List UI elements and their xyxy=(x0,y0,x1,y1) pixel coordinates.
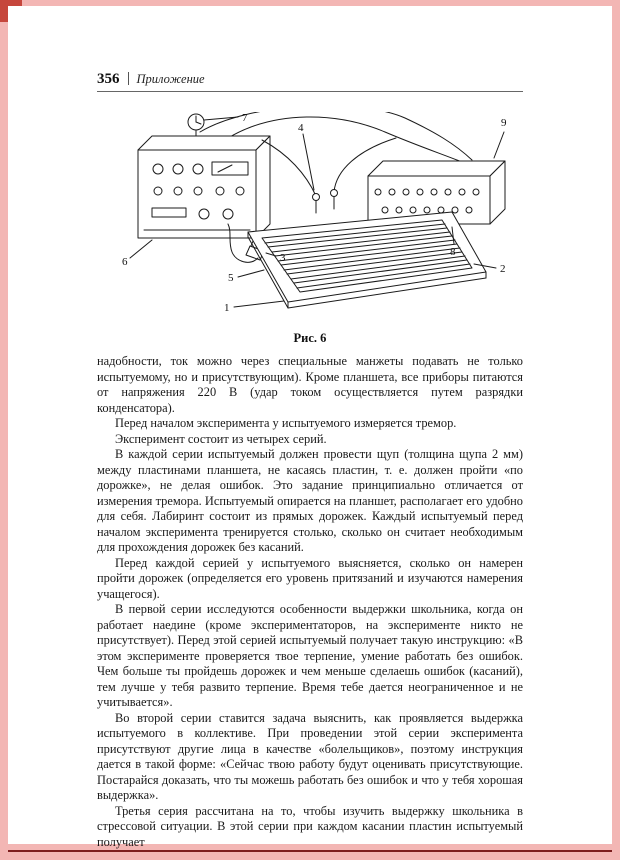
paragraph: Третья серия рассчитана на то, чтобы изучить выдержку школьника в стрессовой ситуации. В этой серии при каждом касании пластин испытуемый получает xyxy=(97,803,523,849)
paragraph: надобности, ток можно через специальные манжеты подавать не только испытуемому, но и присутствующим). Кроме планшета, все приборы питаются от напряжения 220 В (удар током осуществляется путем разрядки конденсатора). xyxy=(97,354,523,415)
right-device-top-face xyxy=(368,161,505,176)
paragraph: В каждой серии испытуемый должен провести щуп (толщина щупа 2 мм) между пластинами планшета, не касаясь пластин, т. е. должен пройти «по дорожке», не делая ошибок. Это задание принципиально отличается от измерения тремора. Испытуемый опирается на планшет, располагает его удобно для себя. Лабиринт состоит из прямых дорожек. Каждый испытуемый перед началом эксперимента тренируется столько, сколько он считает необходимым для прохождения дорожек без касаний. xyxy=(97,447,523,554)
paragraph: В первой серии исследуются особенности выдержки школьника, когда он работает наедине (кроме экспериментаторов, на эксперименте никто не присутствует). Перед этой серией испытуемый получает такую инструкцию: «В этом эксперименте проверяется твое терпение, умение работать без ошибок. Чем больше ты пройдешь дорожек и чем меньше сделаешь ошибок (касаний), тем лучше у тебя развито терпение. Время тебе дается неограниченное и не учитывается». xyxy=(97,602,523,709)
paragraph: Перед началом эксперимента у испытуемого измеряется тремор. xyxy=(115,416,457,430)
figure-label-9: 9 xyxy=(501,117,507,129)
figure-label-8: 8 xyxy=(450,246,456,258)
figure-caption: Рис. 6 xyxy=(293,331,327,345)
page-sheet xyxy=(8,6,612,849)
figure-label-4: 4 xyxy=(298,122,304,134)
figure-label-1: 1 xyxy=(224,302,230,314)
header-divider xyxy=(128,72,129,85)
figure-6 xyxy=(97,112,523,346)
apparatus-drawing xyxy=(100,112,520,327)
paragraph: Перед каждой серией у испытуемого выясняется, сколько он намерен пройти дорожек (определяется его уровень притязаний и изучаются намерения учащегося). xyxy=(97,555,523,601)
paragraph: Во второй серии ставится задача выяснить, как проявляется выдержка испытуемого в коллективе. При проведении этой серии эксперимента присутствуют другие лица в качестве «болельщиков», поэтому инструкция дается в такой форме: «Сейчас твою работу будут оценивать присутствующие. Постарайся доказать, что ты можешь работать без ошибок и что у тебя хорошая выдержка». xyxy=(97,710,523,802)
figure-label-6: 6 xyxy=(122,256,128,268)
footer-rule xyxy=(8,850,612,852)
figure-label-5: 5 xyxy=(228,272,234,284)
section-title: Приложение xyxy=(136,72,205,86)
probe-right xyxy=(331,190,338,197)
left-device-side-face xyxy=(256,136,270,238)
figure-label-3: 3 xyxy=(280,252,286,264)
probe-left xyxy=(313,194,320,201)
paragraph: Эксперимент состоит из четырех серий. xyxy=(115,431,327,446)
left-device-top-face xyxy=(138,136,270,150)
page-number: 356 xyxy=(97,71,120,87)
body-text xyxy=(97,354,523,850)
header-rule xyxy=(97,91,523,92)
page-header xyxy=(97,70,523,102)
figure-label-7: 7 xyxy=(242,112,248,124)
figure-label-2: 2 xyxy=(500,263,506,275)
